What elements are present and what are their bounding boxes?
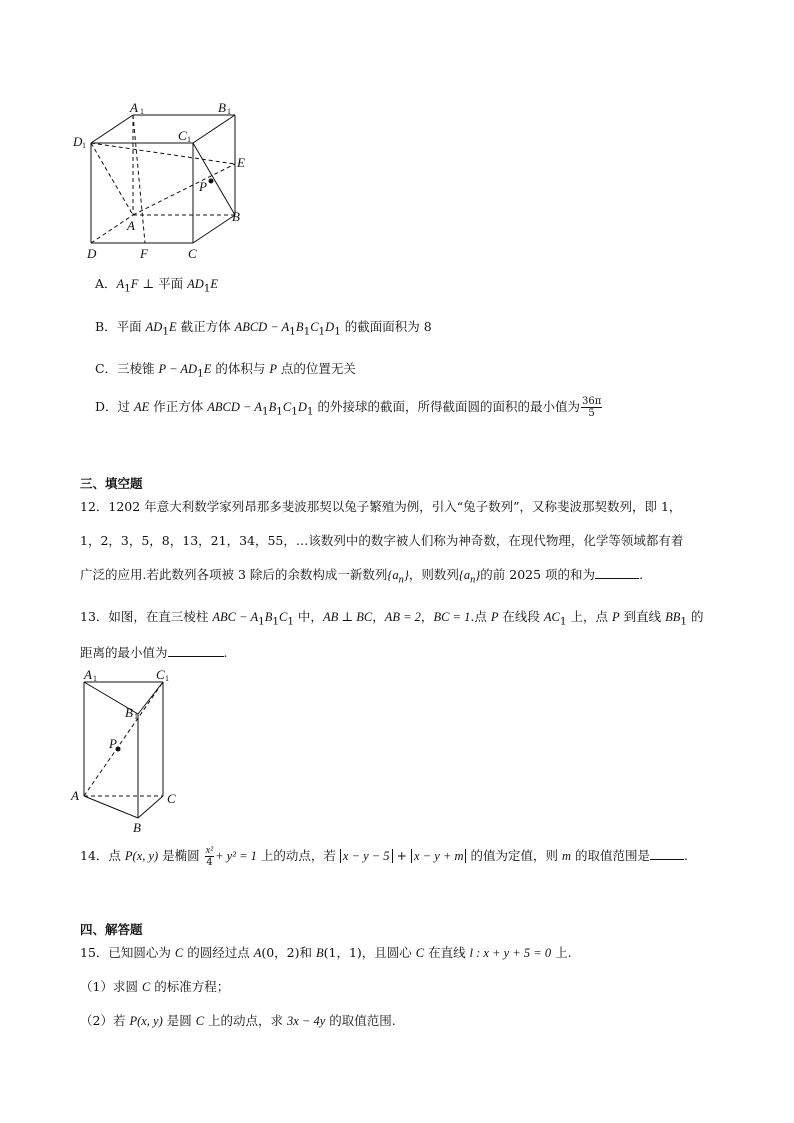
q13-line-2: 距离的最小值为 . [80,645,228,660]
label-c1: C [156,668,165,682]
label-c1: C [178,128,187,143]
label-a1-sub: 1 [93,674,97,683]
label-c1-sub: 1 [187,135,191,144]
q14-answer-blank[interactable] [650,847,684,860]
label-b1: B [218,100,226,115]
label-f: F [140,246,148,261]
label-b1: B [125,705,133,720]
q12-line-2: 1，2，3，5，8，13，21，34，55，…该数列中的数字被人们称为神奇数，在现代物理，化学等领域都有着 [80,533,684,548]
option-a: A．$A_1F$ ⊥ 平面 $AD_1E$ [95,276,219,295]
label-b1-sub: 1 [227,107,231,116]
label-d1: D [73,134,83,149]
q15-line-1: 15．已知圆心为 C 的圆经过点 A(0，2)和 B(1，1)，且圆心 C 在直线 l : x + y + 5 = 0 上. [80,945,572,960]
label-b: B [133,820,141,835]
cube-figure [70,95,270,265]
q13-line-1: 13．如图，在直三棱柱 ABC − $A_1B_1C_1$ 中，AB ⊥ BC，AB = 2，BC = 1.点 P 在线段 $AC_1$ 上，点 P 到直线 $BB_1$ 的 [80,609,704,628]
label-b1-sub: 1 [134,712,138,721]
label-c: C [188,246,197,261]
label-p: P [199,179,207,194]
q13-answer-blank[interactable] [168,644,224,657]
fraction-x2-over-4: $\frac{\text{x²}}{4}$ [205,845,214,868]
label-c1-sub: 1 [165,674,169,683]
option-b: B．平面 $AD_1E$ 截正方体 ABCD − $A_1B_1C_1D_1$ 的截面面积为 8 [95,319,432,338]
label-e: E [237,155,245,170]
label-p: P [109,736,117,751]
q12-line-1: 12．1202 年意大利数学家列昂那多斐波那契以兔子繁殖为例，引入“兔子数列”，又称斐波那契数列，即 1， [80,499,682,514]
option-d: D．过 AE 作正方体 ABCD − $A_1B_1C_1D_1$ 的外接球的截面，所得截面圆的面积的最小值为 $\frac{36\pi}{5}$ [95,396,602,419]
q15-part-1: （1）求圆 C 的标准方程； [80,979,230,994]
label-a1: A [130,100,138,115]
label-c: C [167,791,176,806]
option-c: C．三棱锥 $P - AD_1E$ 的体积与 P 点的位置无关 [95,361,356,380]
q15-part-2: （2）若 P(x, y) 是圆 C 上的动点，求 3x − 4y 的取值范围. [80,1013,396,1028]
section-heading-solutions: 四、解答题 [80,922,143,937]
point-p-marker [209,179,214,184]
label-d: D [87,246,97,261]
q12-line-3: 广泛的应用.若此数列各项被 3 除后的余数构成一新数列$\{a_n\}$，则数列$\{a_n\}$的前 2025 项的和为 . [80,567,644,586]
label-a1: A [84,668,92,682]
prism-figure [70,668,185,838]
label-a: A [71,788,79,803]
q12-answer-blank[interactable] [595,566,639,579]
section-heading-fill-in: 三、填空题 [80,476,143,491]
label-b: B [232,209,240,224]
q14-line: 14．点 P(x, y) 是椭圆 $\frac{\text{x²}}{4}$ + y² = 1 上的动点，若 x − y − 5 + x − y + m 的值为定值，则 m 的取值范围是 . [80,845,688,868]
fraction-36pi-over-5: $\frac{36\pi}{5}$ [581,396,602,419]
label-d1-sub: 1 [82,141,86,150]
label-a1-sub: 1 [140,107,144,116]
label-a: A [127,218,135,233]
